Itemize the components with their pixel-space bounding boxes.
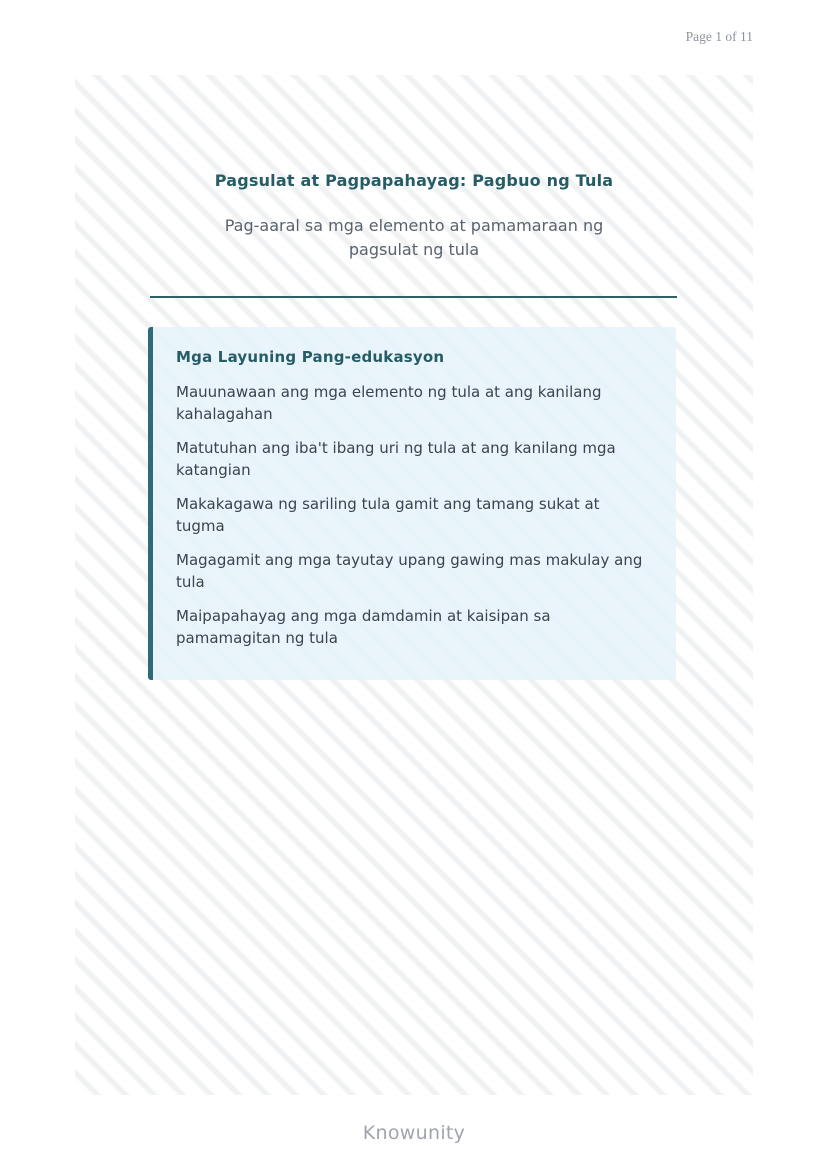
- document-page: [75, 75, 753, 1095]
- page-indicator: Page 1 of 11: [685, 29, 753, 44]
- objectives-list: [176, 382, 650, 649]
- footer-brand: Knowunity: [362, 1122, 466, 1144]
- divider: [150, 296, 677, 298]
- document-title: Pagsulat at Pagpapahayag: Pagbuo ng Tula: [214, 171, 614, 190]
- objective-item: Mauunawaan ang mga elemento ng tula at ang kanilang kahalagahan: [176, 383, 602, 423]
- objectives-box: [148, 327, 676, 680]
- objective-item: Maipapahayag ang mga damdamin at kaisipan sa pamamagitan ng tula: [176, 607, 551, 647]
- objective-item: Makakagawa ng sariling tula gamit ang tamang sukat at tugma: [176, 495, 600, 535]
- document-subtitle: Pag-aaral sa mga elemento at pamamaraan ng pagsulat ng tula: [224, 216, 604, 259]
- objective-item: Magagamit ang mga tayutay upang gawing mas makulay ang tula: [176, 551, 643, 591]
- objectives-heading: Mga Layuning Pang-edukasyon: [176, 348, 445, 366]
- objective-item: Matutuhan ang iba't ibang uri ng tula at ang kanilang mga katangian: [176, 439, 616, 479]
